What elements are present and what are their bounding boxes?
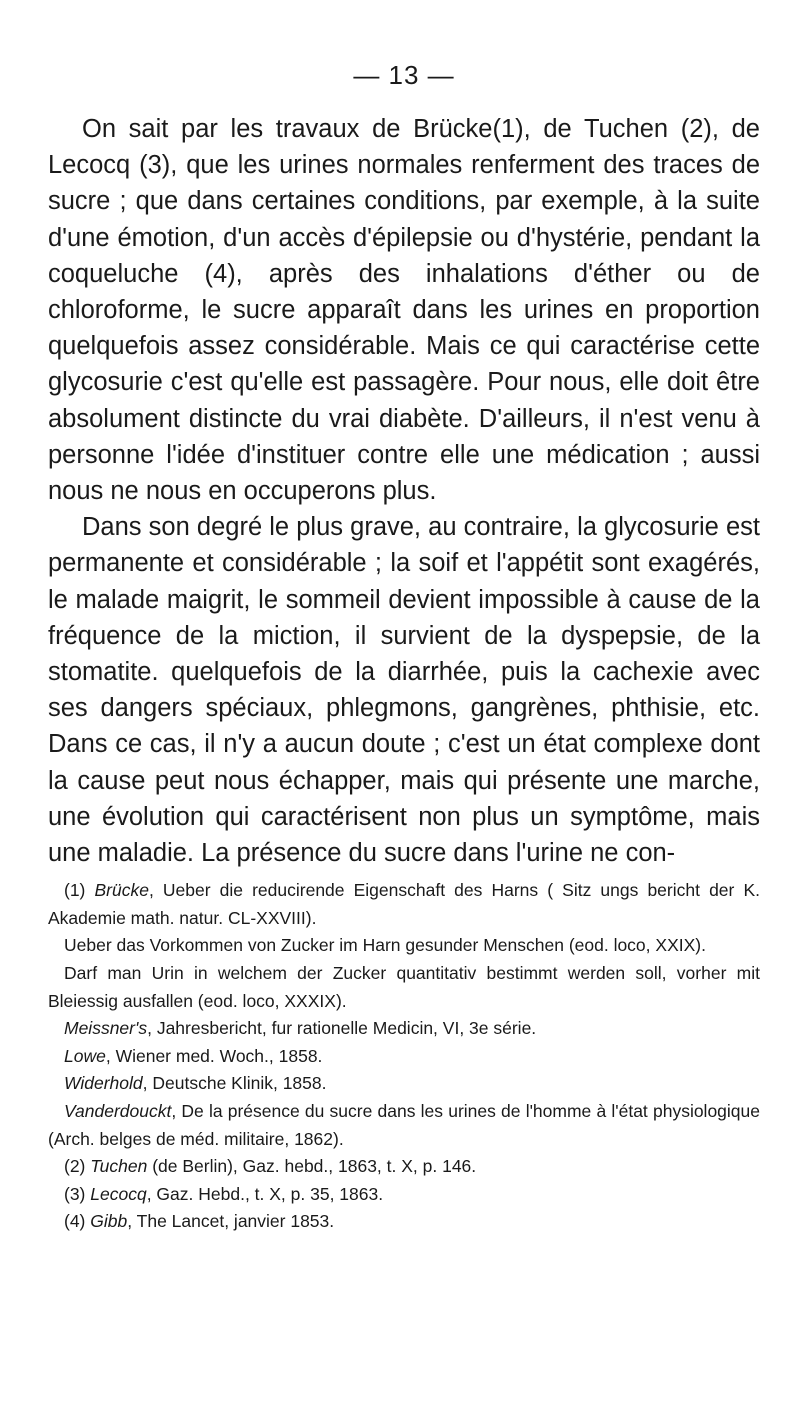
footnote-author: Brücke	[94, 880, 149, 901]
footnote-author: Widerhold	[64, 1073, 143, 1094]
footnote	[48, 1015, 760, 1043]
footnote-text: Darf man Urin in welchem der Zucker quantitativ bestimmt werden soll, vorher mit Bleiessig ausfallen (eod. loco, XXXIX).	[48, 963, 760, 1011]
footnote-author: Lowe	[64, 1045, 106, 1066]
footnote	[48, 960, 760, 1015]
main-text	[48, 111, 760, 871]
footnote-author: Vanderdouckt	[64, 1101, 172, 1122]
footnote-text: , Gaz. Hebd., t. X, p. 35, 1863.	[146, 1183, 384, 1204]
footnote-mark: (3)	[64, 1183, 86, 1204]
footnote	[48, 1070, 760, 1098]
footnote	[48, 1181, 760, 1209]
page-number: — 13 —	[353, 60, 455, 90]
footnote	[48, 1153, 760, 1181]
footnote-text: , Deutsche Klinik, 1858.	[142, 1073, 327, 1094]
footnote-mark: (4)	[64, 1211, 86, 1232]
footnote	[48, 1208, 760, 1236]
footnote-text: , Jahresbericht, fur rationelle Medicin, VI, 3e série.	[147, 1018, 537, 1039]
footnote-mark: (1)	[64, 880, 86, 901]
footnotes	[48, 877, 760, 1236]
footnote-author: Meissner's	[64, 1018, 148, 1039]
paragraph: Dans son degré le plus grave, au contraire, la glycosurie est permanente et considérable ; la soif et l'appétit sont exagérés, le malade maigrit, le sommeil devient impossible à cause de la fréquence de la miction, il survient de la dyspepsie, de la stomatite. quelquefois de la diarrhée, puis la cachexie avec ses dangers spéciaux, phlegmons, gangrènes, phthisie, etc. Dans ce cas, il n'y a aucun doute ; c'est un état complexe dont la cause peut nous échapper, mais qui présente une marche, une évolution qui caractérisent non plus un symptôme, mais une maladie. La présence du sucre dans l'urine ne con-	[48, 513, 760, 868]
footnote-mark: (2)	[64, 1156, 86, 1177]
footnote-author: Tuchen	[90, 1156, 148, 1177]
footnote-text: , The Lancet, janvier 1853.	[127, 1211, 335, 1232]
footnote-text: , De la présence du sucre dans les urines de l'homme à l'état physiologique (Arch. belges de méd. militaire, 1862).	[48, 1101, 760, 1149]
footnote	[48, 1043, 760, 1071]
document-page	[48, 60, 760, 1236]
footnote-text: Ueber das Vorkommen von Zucker im Harn gesunder Menschen (eod. loco, XXIX).	[64, 935, 706, 956]
footnote	[48, 877, 760, 932]
paragraph: On sait par les travaux de Brücke(1), de Tuchen (2), de Lecocq (3), que les urines normales renferment des traces de sucre ; que dans certaines conditions, par exemple, à la suite d'une émotion, d'un accès d'épilepsie ou d'hystérie, pendant la coqueluche (4), après des inhalations d'éther ou de chloroforme, le sucre apparaît dans les urines en proportion quelquefois assez considérable. Mais ce qui caractérise cette glycosurie c'est qu'elle est passagère. Pour nous, elle doit être absolument distincte du vrai diabète. D'ailleurs, il n'est venu à personne l'idée d'instituer contre elle une médication ; aussi nous ne nous en occuperons plus.	[48, 115, 760, 506]
footnote-text: , Ueber die reducirende Eigenschaft des Harns ( Sitz ungs bericht der K. Akademie math. natur. CL-XXVIII).	[48, 880, 760, 928]
footnote-author: Gibb	[90, 1211, 128, 1232]
footnote-text: (de Berlin), Gaz. hebd., 1863, t. X, p. 146.	[147, 1156, 477, 1177]
footnote	[48, 1098, 760, 1153]
footnote-author: Lecocq	[90, 1183, 147, 1204]
footnote	[48, 932, 760, 960]
footnote-text: , Wiener med. Woch., 1858.	[105, 1045, 323, 1066]
